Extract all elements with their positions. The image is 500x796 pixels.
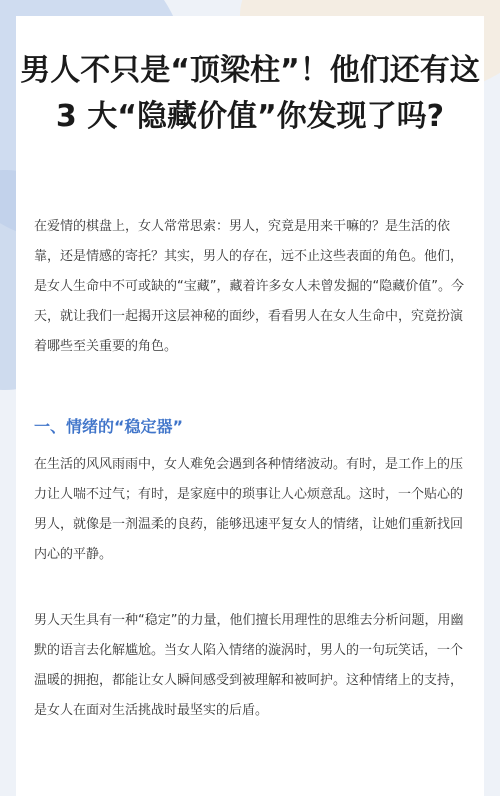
section-paragraph: 在生活的风风雨雨中，女人难免会遇到各种情绪波动。有时，是工作上的压力让人喘不过气；有时，是家庭中的琐事让人心烦意乱。这时，一个贴心的男人，就像是一剂温柔的良药，能够迅速平复女人的情绪，让她们重新找回内心的平静。 — [34, 457, 464, 562]
section-heading: 一、情绪的“稳定器” — [34, 417, 184, 436]
article-title: 男人不只是“顶梁柱”！他们还有这 3 大“隐藏价值”你发现了吗? — [20, 53, 480, 134]
section-paragraph: 男人天生具有一种“稳定”的力量，他们擅长用理性的思维去分析问题，用幽默的语言去化解尴尬。当女人陷入情绪的漩涡时，男人的一句玩笑话，一个温暖的拥抱，都能让女人瞬间感受到被理解和被呵护。这种情绪上的支持，是女人在面对生活挑战时最坚实的后盾。 — [34, 613, 464, 718]
intro-paragraph: 在爱情的棋盘上，女人常常思索：男人，究竟是用来干嘛的？是生活的依靠，还是情感的寄托？其实，男人的存在，远不止这些表面的角色。他们，是女人生命中不可或缺的“宝藏”，藏着许多女人未曾发掘的“隐藏价值”。今天，就让我们一起揭开这层神秘的面纱，看看男人在女人生命中，究竟扮演着哪些至关重要的角色。 — [34, 219, 464, 354]
article-card — [16, 16, 484, 796]
